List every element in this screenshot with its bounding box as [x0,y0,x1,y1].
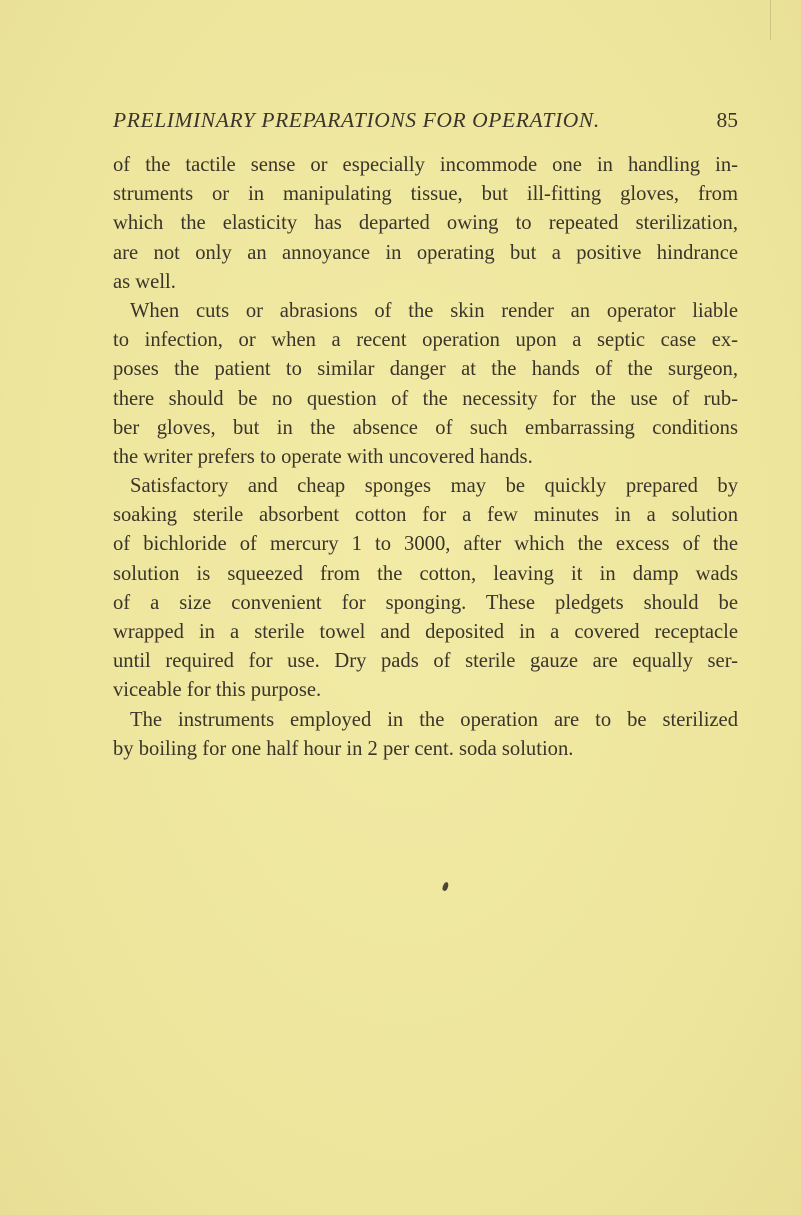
text-line: which the elasticity has departed owing to repeated sterilization, [113,212,738,235]
text-line: poses the patient to similar danger at the hands of the surgeon, [113,358,738,381]
paragraph-start-line: Satisfactory and cheap sponges may be quickly prepared by [130,475,738,498]
text-line: ber gloves, but in the absence of such embarrassing conditions [113,416,738,439]
text-line: the writer prefers to operate with uncovered hands. [113,445,533,468]
text-line: viceable for this purpose. [113,679,322,702]
paragraph-start-line: When cuts or abrasions of the skin render an operator liable [130,299,738,322]
running-head [113,108,738,138]
text-line: of a size convenient for sponging. These pledgets should be [113,591,738,614]
page-crease [770,0,771,40]
paragraph-start-line: The instruments employed in the operation are to be sterilized [130,708,738,731]
text-line: solution is squeezed from the cotton, leaving it in damp wads [113,562,738,585]
text-line: until required for use. Dry pads of sterile gauze are equally ser- [113,650,738,673]
text-line: are not only an annoyance in operating but a positive hindrance [113,241,738,264]
text-line: of the tactile sense or especially incommode one in handling in- [113,154,738,176]
text-line: by boiling for one half hour in 2 per cent. soda solution. [113,737,574,760]
ink-smudge [442,881,450,891]
running-head-title: PRELIMINARY PREPARATIONS FOR OPERATION. [113,108,600,132]
text-line: struments or in manipulating tissue, but ill-fitting gloves, from [113,183,738,206]
text-line: as well. [113,270,176,293]
text-line: soaking sterile absorbent cotton for a few minutes in a solution [113,504,738,527]
text-line: of bichloride of mercury 1 to 3000, after which the excess of the [113,533,738,556]
page-number: 85 [716,108,738,132]
text-line: to infection, or when a recent operation upon a septic case ex- [113,329,738,352]
text-line: wrapped in a sterile towel and deposited in a covered receptacle [113,621,738,643]
body-text [113,151,738,764]
text-line: there should be no question of the necessity for the use of rub- [113,387,738,410]
